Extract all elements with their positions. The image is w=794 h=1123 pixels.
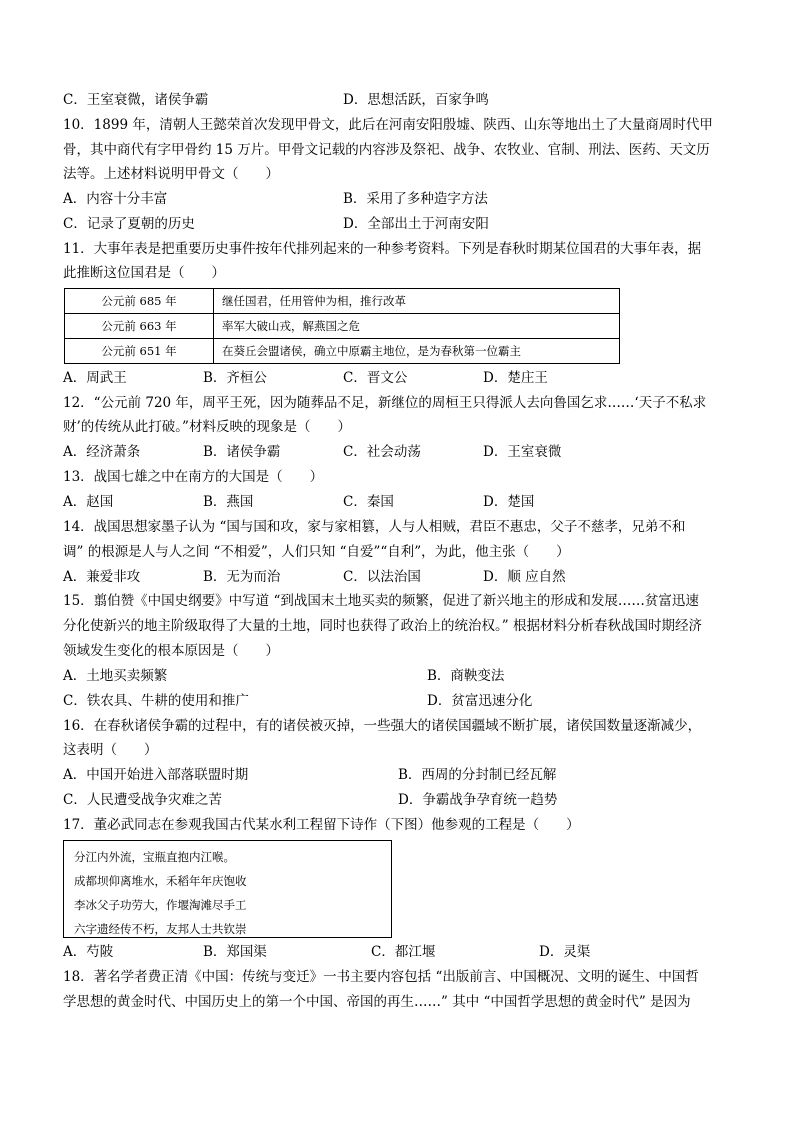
poem-line: 分江内外流，宝瓶直抱内江喉。 bbox=[74, 850, 235, 864]
table-row bbox=[65, 339, 620, 364]
q11-option-d[interactable]: D．楚庄王 bbox=[483, 370, 548, 386]
q15-option-a[interactable]: A．土地买卖频繁 bbox=[63, 668, 168, 684]
table-cell-year: 公元前 651 年 bbox=[65, 339, 214, 364]
poem-line: 成都坝仰离堆水，禾稻年年庆饱收 bbox=[74, 874, 247, 888]
q13-option-d[interactable]: D．楚国 bbox=[483, 494, 535, 510]
q14-option-a[interactable]: A．兼爱非攻 bbox=[63, 569, 141, 585]
q16-stem-line-2: 这表明（ ） bbox=[63, 742, 158, 758]
table-cell-event: 率军大破山戎，解燕国之危 bbox=[214, 314, 620, 339]
q13-option-a[interactable]: A．赵国 bbox=[63, 494, 114, 510]
q18-stem-line-1: 18．著名学者费正清《中国：传统与变迁》一书主要内容包括 “出版前言、中国概况、文明的诞生、中国哲 bbox=[63, 969, 699, 985]
q13-option-b[interactable]: B．燕国 bbox=[203, 494, 254, 510]
table-row bbox=[65, 289, 620, 314]
q11-option-c[interactable]: C．晋文公 bbox=[343, 370, 408, 386]
q16-stem-line-1: 16．在春秋诸侯争霸的过程中，有的诸侯被灭掉，一些强大的诸侯国疆域不断扩展，诸侯国数量逐渐减少， bbox=[63, 718, 702, 734]
table-cell-year: 公元前 663 年 bbox=[65, 314, 214, 339]
q13-option-c[interactable]: C．秦国 bbox=[343, 494, 394, 510]
q11-option-b[interactable]: B．齐桓公 bbox=[203, 370, 267, 386]
q15-stem-line-2: 分化使新兴的地主阶级取得了大量的土地，同时也获得了政治上的统治权。” 根据材料分析春秋战国时期经济 bbox=[63, 618, 702, 634]
q10-option-b[interactable]: B．采用了多种造字方法 bbox=[343, 191, 488, 207]
q17-option-d[interactable]: D．灵渠 bbox=[539, 944, 591, 960]
q12-option-b[interactable]: B．诸侯争霸 bbox=[203, 444, 281, 460]
q10-stem-line-1: 10．1899 年，清朝人王懿荣首次发现甲骨文，此后在河南安阳殷墟、陕西、山东等地出土了大量商周时代甲 bbox=[63, 117, 713, 133]
q16-option-c[interactable]: C．人民遭受战争灾难之苦 bbox=[63, 792, 222, 808]
q16-option-b[interactable]: B．西周的分封制已经瓦解 bbox=[398, 767, 557, 783]
q15-option-b[interactable]: B．商鞅变法 bbox=[427, 668, 505, 684]
q11-stem-line-1: 11．大事年表是把重要历史事件按年代排列起来的一种参考资料。下列是春秋时期某位国君的大事年表，据 bbox=[63, 241, 702, 257]
q11-chronology-table bbox=[64, 288, 620, 364]
q15-option-d[interactable]: D．贫富迅速分化 bbox=[427, 693, 533, 709]
q18-stem-line-2: 学思想的黄金时代、中国历史上的第一个中国、帝国的再生……” 其中 “中国哲学思想的黄金时代” 是因为 bbox=[63, 994, 691, 1010]
q11-stem-line-2: 此推断这位国君是（ ） bbox=[63, 265, 225, 281]
q14-option-c[interactable]: C．以法治国 bbox=[343, 569, 421, 585]
q10-option-d[interactable]: D．全部出土于河南安阳 bbox=[343, 216, 489, 232]
q17-stem-line-1: 17．董必武同志在参观我国古代某水利工程留下诗作（下图）他参观的工程是（ ） bbox=[63, 817, 580, 833]
table-cell-year: 公元前 685 年 bbox=[65, 289, 214, 314]
q9-option-c[interactable]: C．王室衰微，诸侯争霸 bbox=[63, 92, 209, 108]
q16-option-d[interactable]: D．争霸战争孕育统一趋势 bbox=[398, 792, 558, 808]
poem-line: 六字遗经传不朽，友邦人士共钦崇 bbox=[74, 922, 247, 936]
q10-option-c[interactable]: C．记录了夏朝的历史 bbox=[63, 216, 195, 232]
q12-option-d[interactable]: D．王室衰微 bbox=[483, 444, 562, 460]
q14-stem-line-2: 调” 的根源是人与人之间 “不相爱”，人们只知 “自爱”“自利”，为此，他主张（ ） bbox=[63, 544, 570, 560]
q12-stem-line-2: 财’的传统从此打破。”材料反映的现象是（ ） bbox=[63, 419, 351, 435]
q13-stem-line-1: 13．战国七雄之中在南方的大国是（ ） bbox=[63, 469, 324, 485]
q12-option-c[interactable]: C．社会动荡 bbox=[343, 444, 421, 460]
q10-option-a[interactable]: A．内容十分丰富 bbox=[63, 191, 168, 207]
q15-stem-line-3: 领域发生变化的根本原因是（ ） bbox=[63, 643, 279, 659]
q17-option-c[interactable]: C．都江堰 bbox=[371, 944, 436, 960]
table-row bbox=[65, 314, 620, 339]
q10-stem-line-2: 骨，其中商代有字甲骨约 15 万片。甲骨文记载的内容涉及祭祀、战争、农牧业、官制、刑法、医药、天文历 bbox=[63, 142, 710, 158]
q15-stem-line-1: 15．翦伯赞《中国史纲要》中写道 “到战国末土地买卖的频繁，促进了新兴地主的形成和发展……贫富迅速 bbox=[63, 593, 699, 609]
q12-stem-line-1: 12．“公元前 720 年，周平王死，因为随葬品不足，新继位的周桓王只得派人去向鲁国乞求……‘天子不私求 bbox=[63, 395, 707, 411]
q16-option-a[interactable]: A．中国开始进入部落联盟时期 bbox=[63, 767, 249, 783]
q11-option-a[interactable]: A．周武王 bbox=[63, 370, 127, 386]
q14-option-d[interactable]: D．顺 应自然 bbox=[483, 569, 566, 585]
q9-option-d[interactable]: D．思想活跃，百家争鸣 bbox=[343, 92, 489, 108]
table-cell-event: 在葵丘会盟诸侯，确立中原霸主地位，是为春秋第一位霸主 bbox=[214, 339, 620, 364]
q17-option-a[interactable]: A．芍陂 bbox=[63, 944, 114, 960]
q15-option-c[interactable]: C．铁农具、牛耕的使用和推广 bbox=[63, 693, 249, 709]
q12-option-a[interactable]: A．经济萧条 bbox=[63, 444, 141, 460]
q14-stem-line-1: 14．战国思想家墨子认为 “国与国和攻，家与家相篡，人与人相贼，君臣不惠忠，父子不慈孝，兄弟不和 bbox=[63, 519, 686, 535]
table-cell-event: 继任国君，任用管仲为相，推行改革 bbox=[214, 289, 620, 314]
q17-option-b[interactable]: B．郑国渠 bbox=[203, 944, 267, 960]
q10-stem-line-3: 法等。上述材料说明甲骨文（ ） bbox=[63, 166, 279, 182]
q17-poem-box bbox=[63, 840, 392, 938]
poem-line: 李冰父子功劳大，作堰淘滩尽手工 bbox=[74, 898, 247, 912]
q14-option-b[interactable]: B．无为而治 bbox=[203, 569, 281, 585]
